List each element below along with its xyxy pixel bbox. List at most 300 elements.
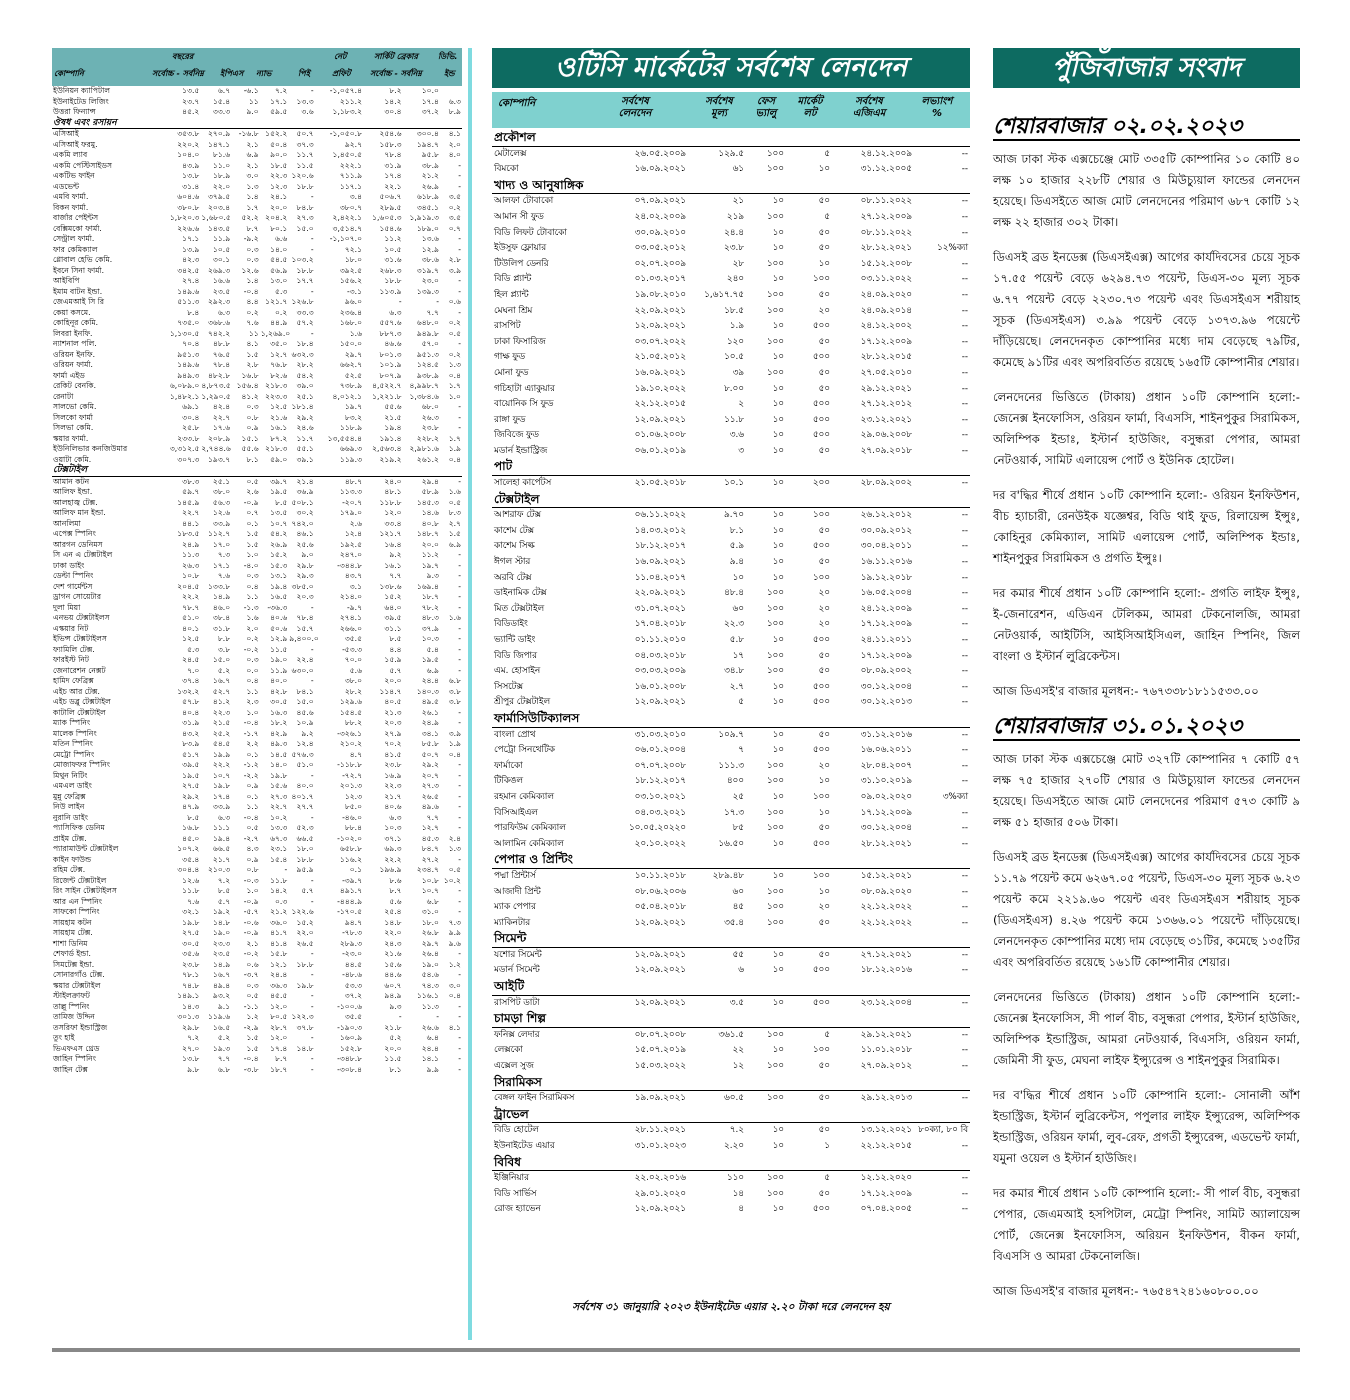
- stock-cell: ১৬.৬: [212, 276, 231, 285]
- stock-cell: ১৬.৪: [384, 539, 402, 549]
- stock-company-name: কেয়া কসমে.: [53, 307, 91, 317]
- stock-company-name: ন্যাশনাল পলি.: [53, 339, 97, 348]
- otc-row: [492, 900, 970, 916]
- otc-row: [492, 382, 970, 398]
- stock-cell: -০.৯: [243, 896, 259, 906]
- news-paragraph: দর কমার শীর্ষে প্রধান ১০টি কোম্পানি হলো:- প্রগতি লাইফ ইন্সুঃ, ই-জেনারেশন, এডিএন টেলিকম, আমরা টেকনোলজি, আমরা নেটওয়ার্ক, আইটিসি, আইসিআইসিএল, জাহিন স্পিনিং, জিল বাংলা ও ইস্টার্ন লুব্রিকেন্টস।: [993, 586, 1300, 663]
- otc-company-name: বায়োনিক সি ফুড: [494, 399, 554, 410]
- otc-cell: ৬০: [732, 603, 744, 614]
- stock-company-name: তাল্লু স্পিনিং: [53, 1001, 90, 1011]
- otc-row: [492, 304, 970, 320]
- stock-company-name: মিথুন নিটিং: [53, 770, 88, 780]
- stock-company-name: একটিভ ফাইন: [53, 171, 95, 180]
- otc-company-name: এম. হোসাইন: [494, 666, 541, 677]
- otc-company-name: গাক্ষ ফুড: [494, 352, 526, 363]
- stock-cell: -: [310, 875, 314, 885]
- stock-cell: ৯৩.২: [212, 991, 231, 1000]
- otc-cell: ৩১.১২.২০০৫: [860, 164, 912, 175]
- stock-cell: -: [398, 297, 402, 306]
- stock-company-name: আইবিপি: [53, 276, 80, 285]
- otc-cell: ৫০০: [812, 965, 830, 976]
- stock-company-name: আলিফ মান ইন্ডা.: [53, 508, 106, 517]
- stock-cell: -৫৩.৩: [342, 644, 363, 654]
- stock-cell: -: [458, 1012, 461, 1021]
- otc-row: [492, 837, 970, 853]
- stock-cell: ২১৮.৩: [265, 444, 288, 453]
- stock-cell: ০.৪: [448, 749, 461, 759]
- stock-cell: ৫৭৬.৩: [291, 749, 314, 759]
- stock-cell: ৮.৫: [389, 634, 402, 643]
- otc-cell: ১১.০৪.২০১৭: [634, 572, 686, 583]
- otc-company-name: মোনা ফুড: [494, 367, 529, 378]
- otc-cell: ১৯.১২.২০১৮: [860, 572, 912, 583]
- stock-cell: -: [458, 592, 461, 601]
- stock-cell: ১০১.৯: [379, 360, 402, 369]
- stock-cell: ৬.৮: [426, 896, 439, 906]
- otc-cell: ৫০: [818, 525, 830, 536]
- stock-company-name: মালেক স্পিনিং: [53, 728, 97, 738]
- stock-cell: ৪৫.৩: [421, 833, 439, 843]
- otc-cell: ০৮.০৯.২০০২: [860, 666, 912, 677]
- stock-cell: ৩০.২: [296, 508, 314, 517]
- stock-row: [52, 855, 462, 866]
- stock-company-name: ইভিন্স টেক্সটাইলস: [53, 634, 107, 643]
- stock-cell: ৪৮.৩: [421, 613, 439, 622]
- stock-cell: ১১৬.১: [416, 991, 439, 1000]
- stock-row: [52, 823, 462, 834]
- stock-cell: ২.৭: [448, 518, 461, 528]
- stock-cell: ১.৬: [349, 328, 363, 338]
- otc-cell: ২৪.০৯.২০২০: [860, 289, 912, 300]
- stock-cell: ১৪৩.৫: [208, 223, 231, 233]
- stock-cell: ৮৮.৪: [344, 823, 363, 832]
- otc-cell: ১০০: [766, 336, 784, 347]
- otc-company-name: ইউসুফ ফ্লোয়ার: [494, 243, 547, 254]
- stock-cell: ২৭.৩: [421, 781, 439, 790]
- otc-cell: ১,৬১৭.৭৫: [704, 289, 744, 300]
- otc-company-name: মিত টেক্সটাইল: [494, 603, 545, 614]
- stock-cell: ৫৫.৬: [241, 444, 259, 453]
- stock-cell: ১৫০.০: [339, 339, 363, 348]
- otc-cell: ৩১.১০.২০১৯: [860, 776, 912, 787]
- stock-cell: ৪.১: [448, 1022, 461, 1032]
- stock-cell: ২৩৩.৮: [177, 433, 200, 443]
- stock-cell: ৬৯.৩: [384, 844, 402, 853]
- otc-cell: ৪০০: [726, 776, 744, 787]
- stock-cell: ৮৩.২: [344, 412, 363, 422]
- otc-cell: ৫: [824, 148, 830, 159]
- stock-cell: ৪১.২: [241, 391, 259, 401]
- stock-row: [52, 476, 462, 487]
- stock-cell: ১৭.৪: [421, 96, 439, 106]
- stock-cell: ১৯.২: [212, 907, 231, 916]
- stock-cell: ১৩.০: [270, 276, 288, 285]
- stock-company-name: রিং সাইন টেক্সটাইলস: [53, 886, 117, 895]
- otc-cell: ২৫: [732, 791, 744, 802]
- stock-company-name: জেনারেশন নেক্সট: [53, 665, 106, 675]
- stock-cell: ১.৬: [246, 613, 259, 622]
- stock-cell: ৩০.৪: [182, 412, 200, 422]
- stock-row: [52, 339, 462, 350]
- otc-company-name: বিসিআইএল: [494, 807, 538, 818]
- stock-cell: ৬.৩: [217, 812, 231, 822]
- stock-cell: ৪০.৬: [270, 613, 288, 622]
- otc-cell: ১০: [772, 997, 784, 1008]
- otc-cell: ১৭.০৪.২০১৮: [634, 619, 686, 630]
- otc-cell: ০১.১১.২০১০: [634, 635, 686, 645]
- stock-cell: ২২.৪: [296, 655, 314, 664]
- stock-company-name: বিকন ফার্মা.: [53, 202, 89, 212]
- stock-cell: -১.৩: [243, 602, 259, 612]
- otc-cell: --: [961, 321, 969, 332]
- stock-cell: ৪.৪: [389, 644, 402, 654]
- stock-cell: ৪৫.০: [182, 833, 200, 843]
- otc-cell: ১৯.০৯.২০২১: [634, 1093, 686, 1104]
- otc-cell: --: [961, 289, 969, 300]
- stock-cell: ১.১: [246, 592, 259, 601]
- otc-cell: --: [961, 367, 969, 378]
- stock-cell: ৭১১.৯: [339, 171, 363, 180]
- stock-cell: ১৯.৫: [421, 655, 439, 664]
- stock-cell: ৭২.১: [344, 244, 363, 254]
- otc-cell: ১০: [818, 776, 830, 787]
- otc-cell: ১০০: [766, 1173, 784, 1184]
- stock-cell: ১৮.৪: [296, 339, 314, 348]
- stock-cell: ২১.৬: [270, 412, 288, 422]
- stock-cell: ১১.৭: [296, 150, 314, 159]
- news-paragraph: লেনদেনের ভিত্তিতে (টাকায়) প্রধান ১০টি কোম্পানি হলো:- জেনেক্স ইনফোসিস, সী পার্ল বীচ, বসুন্ধরা পেপার, ইস্টার্ন হাউজিং, অলিম্পিক ইন্ডাস্ট্রিজ, আমরা নেটওয়ার্ক, বিএসসি, ওরিয়ন ফার্মা, জেমিনী সী ফুড, মেঘনা লাইফ ইন্স্যুরেন্স ও শাইনপুকুর সিরামিক।: [993, 990, 1300, 1067]
- otc-cell: --: [961, 697, 969, 708]
- stock-cell: ১.০: [246, 707, 259, 717]
- stock-cell: ১৩.৫: [182, 86, 200, 95]
- stock-cell: ০.২: [448, 202, 461, 212]
- stock-cell: ২৭.৫: [182, 781, 200, 790]
- stock-cell: ২২.০: [212, 181, 231, 191]
- stock-cell: ৫৭.৮: [182, 697, 200, 706]
- otc-company-name: বাংলা প্রোথ: [494, 729, 536, 740]
- column-divider: [468, 48, 472, 1340]
- stock-row: [52, 582, 462, 593]
- otc-cell: ১০.১: [724, 478, 744, 489]
- stock-cell: -: [458, 760, 461, 769]
- stock-cell: ২১.৭: [212, 854, 231, 864]
- stock-company-name: ড্রাগন সোয়েটার: [53, 592, 102, 601]
- stock-company-name: এনভয় টেক্সটাইলস: [53, 613, 110, 622]
- otc-cell: ১০: [772, 399, 784, 410]
- stock-row: [52, 718, 462, 729]
- stock-cell: ১৯.৩: [212, 1043, 231, 1053]
- otc-cell: ২২.০৯.২০২১: [634, 305, 686, 316]
- otc-company-name: আজাদী প্রিন্ট: [494, 886, 541, 897]
- stock-cell: ২১৮.৩: [265, 381, 288, 390]
- stock-cell: ১৮১.৪: [291, 402, 314, 411]
- stock-row: [52, 676, 462, 687]
- stock-cell: -১.১: [243, 1001, 259, 1011]
- stock-row: [52, 834, 462, 845]
- otc-cell: ০২.০৭.২০০৯: [634, 258, 686, 269]
- stock-cell: ৪৫.৬: [296, 707, 314, 717]
- otc-row: [492, 1171, 970, 1187]
- stock-cell: ২৯.২: [421, 760, 439, 769]
- stock-cell: ১১.৭: [296, 433, 314, 443]
- stock-cell: -১৭০.৫: [337, 907, 363, 916]
- stock-company-name: শাশা ডিনিম: [53, 938, 88, 948]
- stock-cell: ২৩.৫: [212, 949, 231, 958]
- stock-cell: ৪.৪: [246, 297, 259, 306]
- stock-cell: ২০.৭: [421, 770, 439, 780]
- stock-cell: ১১: [248, 96, 259, 106]
- stock-cell: ২,৯৮১.৬: [409, 444, 439, 453]
- stock-cell: ১৪.২: [270, 886, 288, 895]
- stock-cell: ১১৪.৭: [379, 686, 402, 696]
- otc-cell: ১০: [772, 635, 784, 645]
- otc-cell: --: [961, 807, 969, 818]
- stock-cell: ১৬.৭: [212, 970, 231, 979]
- stock-company-name: ফার্মা এইড: [53, 370, 85, 380]
- stock-cell: ০.১: [246, 518, 259, 528]
- stock-cell: ৩৩.৪: [384, 518, 402, 528]
- stock-cell: ১৮.২: [270, 718, 288, 727]
- stock-cell: ২,৪২২.১: [332, 213, 363, 222]
- otc-cell: ২২.১২.২০১৫: [634, 399, 686, 410]
- stock-cell: ২.১: [246, 160, 259, 170]
- otc-company-name: শ্রীপুর টেক্সটাইল: [494, 697, 551, 708]
- stock-cell: ১১৬.২: [339, 854, 363, 864]
- stock-company-name: জেএমআই সি রি: [53, 297, 105, 306]
- stock-cell: ৫৩.৩: [344, 980, 363, 990]
- stock-cell: ৪২.৪: [212, 402, 231, 411]
- otc-cell: ১৭.১২.২০০৯: [860, 650, 912, 661]
- stock-cell: -৩৪৪.৮: [337, 560, 363, 570]
- otc-section-header: [492, 1107, 970, 1123]
- otc-row: [492, 1091, 970, 1107]
- otc-header-face-value: ফেস ভ্যালু: [755, 96, 777, 119]
- otc-cell: ১০: [818, 258, 830, 269]
- stock-cell: -: [458, 550, 461, 559]
- stock-cell: ৪০.০: [270, 676, 288, 685]
- stock-cell: -: [436, 1012, 439, 1021]
- otc-cell: ১০: [772, 1045, 784, 1056]
- otc-cell: ১০০: [766, 619, 784, 630]
- stock-cell: ২৫.৮: [182, 423, 200, 432]
- stock-cell: ৬.৯: [426, 665, 439, 675]
- stock-cell: ৪৮.৭: [344, 476, 363, 486]
- otc-cell: ১৬.১১.২০১৬: [860, 557, 912, 568]
- stock-cell: ১৬.১: [270, 423, 288, 432]
- stock-cell: ১৬.৭: [212, 676, 231, 685]
- otc-cell: ১৮.৫: [724, 305, 744, 316]
- stock-cell: ৬৫৮.৮: [339, 844, 363, 853]
- stock-cell: ৬.৮: [448, 676, 461, 685]
- otc-company-name: টিউলিপ ডেনরি: [494, 258, 549, 269]
- otc-footer-note: সর্বশেষ ৩১ জানুয়ারি ২০২৩ ইউনাইটেড এয়ার ২.২০ টাকা দরে লেনদেন হয়: [572, 1301, 890, 1313]
- otc-company-name: পেট্রো সিনথেটিক: [494, 745, 555, 756]
- stock-cell: -৩৬.৩: [267, 602, 288, 612]
- stock-cell: ১,৬৮০.৫: [201, 213, 231, 222]
- otc-row: [492, 821, 970, 837]
- stock-cell: ১০৪.০: [177, 150, 200, 159]
- stock-cell: ৩৮৫.০: [291, 581, 314, 591]
- stock-cell: ৪,৫২২.৭: [372, 381, 402, 390]
- stock-company-name: একমি ল্যাব: [53, 150, 88, 159]
- stock-cell: ৬৬৯.৩: [339, 444, 363, 453]
- otc-cell: ১১০: [726, 1173, 744, 1184]
- stock-cell: ৭.৭: [426, 812, 439, 822]
- otc-cell: ১৯.০৮.২০১০: [634, 289, 686, 300]
- stock-cell: ২৩.৮: [384, 760, 402, 769]
- stock-cell: ১১.৫: [296, 160, 314, 170]
- otc-cell: --: [961, 148, 969, 159]
- otc-cell: --: [961, 965, 969, 976]
- stock-cell: ২১.৬: [384, 949, 402, 958]
- stock-cell: ৫.৩: [275, 286, 288, 296]
- stock-cell: ৪.৩: [246, 844, 259, 853]
- stock-cell: ৮৮৭.৩: [379, 328, 402, 338]
- stock-cell: ২২.১: [384, 181, 402, 191]
- stock-cell: ৪৪.৬: [384, 970, 402, 979]
- otc-row: [492, 1027, 970, 1043]
- stock-cell: ১.২: [246, 1012, 259, 1021]
- stock-row: [52, 150, 462, 161]
- otc-cell: ১৬.০৬.২০১১: [860, 745, 912, 756]
- stock-cell: ১৮.৮: [384, 276, 402, 285]
- stock-cell: ২৯.২: [296, 412, 314, 422]
- otc-cell: ২৯.০১.২০২০: [634, 1188, 686, 1199]
- stock-cell: ৩০১.৩: [177, 1012, 200, 1021]
- stock-cell: ২৬.৫: [296, 938, 314, 948]
- otc-cell: ১০: [772, 745, 784, 756]
- stock-row: [52, 171, 462, 182]
- otc-cell: ১০০: [766, 164, 784, 175]
- stock-cell: ০.০: [246, 665, 259, 675]
- stock-cell: ৩১.৬: [384, 255, 402, 264]
- otc-cell: --: [961, 414, 969, 425]
- stock-cell: ৬৭.৩: [270, 833, 288, 843]
- stock-cell: ২৬.৯: [421, 181, 439, 191]
- stock-cell: ১৬.৮: [241, 370, 259, 380]
- stock-cell: ১,৪৮২.১: [169, 391, 200, 401]
- stock-cell: ১১.০: [212, 160, 231, 170]
- stock-cell: ৪১.২: [212, 697, 231, 706]
- stock-cell: ০.৭: [246, 508, 259, 517]
- otc-row: [492, 162, 970, 178]
- otc-cell: --: [961, 478, 969, 489]
- stock-cell: ২৫.৬: [296, 539, 314, 549]
- otc-row: [492, 649, 970, 665]
- stock-row: [52, 655, 462, 666]
- stock-cell: ২৪.০: [384, 476, 402, 486]
- stock-row: [52, 1065, 462, 1076]
- stock-cell: ৫৪.৫: [270, 255, 288, 264]
- stock-row: [52, 423, 462, 434]
- stock-cell: -: [436, 297, 439, 306]
- otc-cell: ৫০: [818, 227, 830, 238]
- stock-company-name: গ্লোবাল হেভি কেমি.: [53, 255, 113, 264]
- otc-cell: ২১.০৫.২০১২: [634, 352, 686, 363]
- otc-cell: ১০: [772, 352, 784, 363]
- stock-cell: ৮০.৫: [270, 1012, 288, 1021]
- stock-cell: ৩১.৯: [182, 718, 200, 727]
- stock-cell: ১৯৩.৭: [207, 454, 231, 464]
- stock-row: [52, 1023, 462, 1034]
- otc-cell: ১.৯: [729, 321, 744, 332]
- stock-cell: ১৯.৪: [384, 423, 402, 432]
- stock-cell: ২২২.১: [339, 160, 363, 170]
- stock-cell: ১.৩: [448, 360, 461, 369]
- stock-cell: -: [458, 560, 461, 570]
- otc-cell: ২০: [818, 902, 830, 913]
- otc-cell: ৬: [738, 965, 744, 976]
- otc-company-name: পদ্মা প্রিন্টার্স: [494, 870, 536, 881]
- otc-cell: ২৪.০২.২০০৯: [634, 211, 686, 222]
- stock-cell: ১৪৮.৭: [416, 529, 439, 538]
- otc-section-header: [492, 1155, 970, 1171]
- stock-cell: ১৪৯.৬: [177, 360, 200, 369]
- otc-cell: ২৯.০৬.২০০৮: [860, 430, 912, 441]
- stock-company-name: সায়হাম টেক্স.: [53, 928, 93, 937]
- stock-company-name: তুং হাই: [53, 1033, 75, 1042]
- stock-row: [52, 318, 462, 329]
- otc-cell: ২৯.১২.২০২১: [860, 383, 912, 394]
- otc-cell: ১৬.০৯.২০২১: [634, 367, 686, 378]
- otc-cell: ১৭.৩: [724, 807, 744, 818]
- otc-cell: ৩: [738, 445, 744, 456]
- stock-cell: ১৫.৯: [384, 655, 402, 664]
- otc-cell: ৫০: [818, 729, 830, 740]
- stock-cell: -: [310, 86, 314, 95]
- stock-cell: ১৪৫.৯: [177, 497, 200, 507]
- stock-company-name: ফ্যামিলি টেক্স.: [53, 644, 95, 654]
- stock-cell: ৫৫.৬: [384, 402, 402, 411]
- stock-cell: ২০৪.২: [265, 213, 288, 222]
- stock-cell: ১৮.০: [296, 844, 314, 853]
- stock-row: [52, 203, 462, 214]
- otc-cell: ১০০: [766, 258, 784, 269]
- otc-cell: ২৪.১১.২০১১: [860, 635, 912, 645]
- stock-cell: ১৯.৫: [270, 487, 288, 496]
- stock-cell: ১২.৩: [344, 791, 363, 801]
- stock-cell: -: [310, 244, 314, 254]
- stock-cell: ৪.১: [246, 339, 259, 348]
- stock-cell: ১৪.৫: [270, 749, 288, 759]
- otc-cell: --: [961, 305, 969, 316]
- stock-cell: ১০৩.২: [291, 255, 314, 264]
- stock-cell: -: [458, 854, 461, 864]
- stock-cell: ০.৪: [246, 581, 259, 591]
- stock-cell: ৩.৮: [448, 697, 461, 706]
- stock-cell: ৩৬.০: [270, 917, 288, 927]
- stock-row: [52, 592, 462, 603]
- stock-cell: ১৯.৯: [212, 749, 231, 759]
- stock-cell: ১১.৫: [384, 1054, 402, 1063]
- stock-cell: ৩১.৪: [182, 181, 200, 191]
- otc-cell: ৫০: [818, 917, 830, 928]
- stock-cell: ১৯.০: [212, 928, 231, 937]
- otc-cell: ৫০: [818, 949, 830, 960]
- stock-cell: ২৯.৭: [344, 349, 363, 359]
- otc-cell: ৩০.১২.২০০৪: [860, 823, 912, 834]
- stock-cell: ৮.৩: [448, 508, 461, 517]
- stock-cell: ৫৯.৫: [270, 107, 288, 116]
- stock-cell: ২৯.৩: [296, 571, 314, 580]
- stock-cell: ৩৯.৭: [270, 476, 288, 486]
- header-profit: প্রফিট: [332, 69, 351, 78]
- stock-cell: ৮৮.২: [344, 718, 363, 727]
- otc-row: [492, 210, 970, 226]
- stock-cell: -: [458, 602, 461, 612]
- stock-company-name: শেফার্ড ইন্ডা.: [53, 949, 91, 958]
- stock-cell: -১৯০.৩: [337, 1022, 363, 1032]
